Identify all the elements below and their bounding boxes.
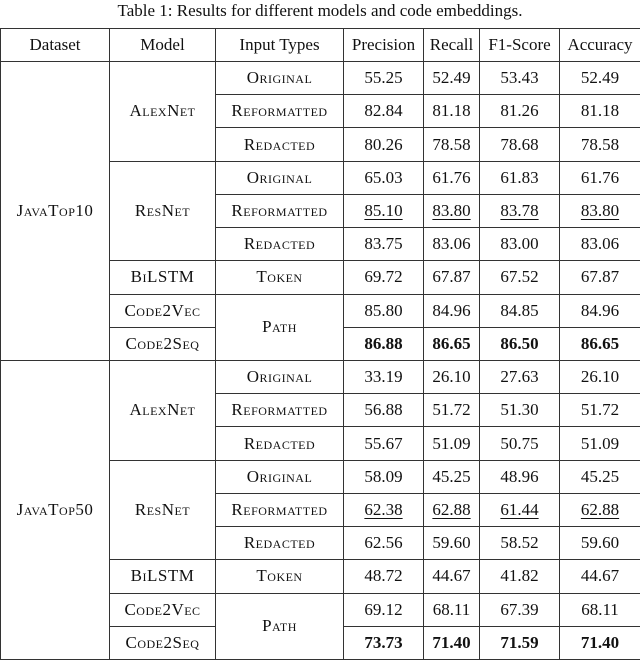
recall-cell [424,62,480,95]
metric-value: 83.06 [432,234,471,254]
metric-value: 62.38 [364,499,403,519]
model-cell: BiLSTM [110,560,216,593]
metric-value: 61.44 [500,499,539,519]
metric-value: 81.18 [432,101,471,121]
metric-value: 52.49 [432,68,471,88]
metric-value: 86.65 [580,333,620,353]
metric-value: 85.80 [364,300,403,320]
metric-value: 55.25 [364,68,403,88]
metric-value: 51.72 [432,400,471,420]
metric-value: 67.87 [432,267,471,287]
metric-value: 59.60 [580,533,620,553]
metric-value: 71.40 [580,632,620,652]
precision-cell [344,327,424,360]
metric-value: 86.88 [364,333,403,353]
accuracy-cell [560,161,640,194]
recall-cell [424,360,480,393]
accuracy-cell [560,95,640,128]
accuracy-cell [560,460,640,493]
metric-value: 45.25 [432,466,471,486]
metric-value: 81.26 [500,101,539,121]
precision-cell [344,95,424,128]
accuracy-cell [560,194,640,227]
metric-value: 58.09 [364,466,403,486]
accuracy-cell [560,560,640,593]
metric-value: 83.80 [580,200,620,220]
input-type-cell: Reformatted [216,95,344,128]
table-body [1,62,640,660]
metric-value: 67.52 [500,267,539,287]
recall-cell [424,394,480,427]
recall-cell [424,95,480,128]
dataset-cell: JavaTop50 [1,360,110,659]
recall-cell [424,460,480,493]
metric-value: 69.72 [364,267,403,287]
f1-score-cell [480,228,560,261]
f1-score-cell [480,161,560,194]
metric-value: 68.11 [581,599,619,619]
header-accuracy: Accuracy [560,29,640,62]
accuracy-cell [560,128,640,161]
model-cell: Code2Vec [110,593,216,626]
metric-value: 65.03 [364,167,403,187]
metric-value: 67.87 [580,267,620,287]
metric-value: 84.96 [580,300,620,320]
metric-value: 51.09 [432,433,471,453]
table-caption: Table 1: Results for different models and code embeddings. [117,1,523,20]
recall-cell [424,128,480,161]
input-type-cell: Redacted [216,228,344,261]
metric-value: 50.75 [500,433,539,453]
precision-cell [344,261,424,294]
metric-value: 62.88 [432,499,471,519]
input-type-cell: Original [216,161,344,194]
input-type-cell: Original [216,360,344,393]
accuracy-cell [560,427,640,460]
precision-cell [344,427,424,460]
recall-cell [424,593,480,626]
metric-value: 81.18 [580,101,620,121]
f1-score-cell [480,128,560,161]
metric-value: 69.12 [364,599,403,619]
precision-cell [344,626,424,659]
metric-value: 83.75 [364,234,403,254]
f1-score-cell [480,427,560,460]
metric-value: 33.19 [364,367,403,387]
precision-cell [344,161,424,194]
f1-score-cell [480,294,560,327]
recall-cell [424,493,480,526]
precision-cell [344,527,424,560]
precision-cell [344,294,424,327]
table-row [1,62,640,95]
metric-value: 83.80 [432,200,471,220]
recall-cell [424,161,480,194]
metric-value: 44.67 [580,566,620,586]
metric-value: 44.67 [432,566,471,586]
metric-value: 83.00 [500,234,539,254]
model-cell: Code2Seq [110,626,216,659]
header-recall: Recall [424,29,480,62]
input-type-cell: Token [216,261,344,294]
f1-score-cell [480,95,560,128]
f1-score-cell [480,527,560,560]
input-type-cell: Redacted [216,527,344,560]
metric-value: 78.68 [500,134,539,154]
recall-cell [424,194,480,227]
metric-value: 62.88 [580,499,620,519]
model-cell: AlexNet [110,62,216,162]
accuracy-cell [560,327,640,360]
metric-value: 68.11 [432,599,471,619]
metric-value: 26.10 [432,367,471,387]
input-type-cell: Path [216,294,344,360]
metric-value: 86.65 [432,333,471,353]
recall-cell [424,626,480,659]
metric-value: 84.96 [432,300,471,320]
recall-cell [424,327,480,360]
input-type-cell: Redacted [216,128,344,161]
input-type-cell: Reformatted [216,194,344,227]
model-cell: BiLSTM [110,261,216,294]
results-table [0,28,640,660]
metric-value: 52.49 [580,68,620,88]
f1-score-cell [480,327,560,360]
recall-cell [424,294,480,327]
metric-value: 67.39 [500,599,539,619]
metric-value: 62.56 [364,533,403,553]
metric-value: 86.50 [500,333,539,353]
table-row [1,360,640,393]
metric-value: 55.67 [364,433,403,453]
recall-cell [424,228,480,261]
metric-value: 82.84 [364,101,403,121]
accuracy-cell [560,593,640,626]
metric-value: 61.76 [432,167,471,187]
metric-value: 59.60 [432,533,471,553]
metric-value: 61.76 [580,167,620,187]
metric-value: 83.06 [580,234,620,254]
metric-value: 51.72 [580,400,620,420]
metric-value: 78.58 [432,134,471,154]
accuracy-cell [560,294,640,327]
model-cell: ResNet [110,460,216,560]
metric-value: 85.10 [364,200,403,220]
input-type-cell: Reformatted [216,493,344,526]
precision-cell [344,62,424,95]
precision-cell [344,194,424,227]
metric-value: 61.83 [500,167,539,187]
metric-value: 73.73 [364,632,403,652]
precision-cell [344,460,424,493]
header-input-types: Input Types [216,29,344,62]
accuracy-cell [560,626,640,659]
recall-cell [424,527,480,560]
precision-cell [344,228,424,261]
accuracy-cell [560,360,640,393]
header-dataset: Dataset [1,29,110,62]
accuracy-cell [560,527,640,560]
accuracy-cell [560,261,640,294]
metric-value: 56.88 [364,400,403,420]
metric-value: 45.25 [580,466,620,486]
metric-value: 71.59 [500,632,539,652]
input-type-cell: Original [216,460,344,493]
metric-value: 78.58 [580,134,620,154]
input-type-cell: Path [216,593,344,660]
f1-score-cell [480,560,560,593]
recall-cell [424,560,480,593]
metric-value: 53.43 [500,68,539,88]
recall-cell [424,261,480,294]
accuracy-cell [560,228,640,261]
metric-value: 71.40 [432,632,471,652]
dataset-cell: JavaTop10 [1,62,110,361]
f1-score-cell [480,62,560,95]
model-cell: ResNet [110,161,216,261]
metric-value: 26.10 [580,367,620,387]
metric-value: 41.82 [500,566,539,586]
metric-value: 84.85 [500,300,539,320]
metric-value: 80.26 [364,134,403,154]
accuracy-cell [560,493,640,526]
precision-cell [344,593,424,626]
f1-score-cell [480,194,560,227]
precision-cell [344,128,424,161]
accuracy-cell [560,62,640,95]
metric-value: 48.96 [500,466,539,486]
metric-value: 83.78 [500,200,539,220]
f1-score-cell [480,261,560,294]
f1-score-cell [480,493,560,526]
model-cell: AlexNet [110,360,216,460]
f1-score-cell [480,394,560,427]
metric-value: 51.09 [580,433,620,453]
header-f1-score: F1-Score [480,29,560,62]
model-cell: Code2Seq [110,327,216,360]
f1-score-cell [480,360,560,393]
metric-value: 48.72 [364,566,403,586]
recall-cell [424,427,480,460]
header-model: Model [110,29,216,62]
input-type-cell: Original [216,62,344,95]
f1-score-cell [480,593,560,626]
precision-cell [344,560,424,593]
header-precision: Precision [344,29,424,62]
metric-value: 51.30 [500,400,539,420]
f1-score-cell [480,626,560,659]
precision-cell [344,360,424,393]
accuracy-cell [560,394,640,427]
f1-score-cell [480,460,560,493]
precision-cell [344,493,424,526]
input-type-cell: Redacted [216,427,344,460]
input-type-cell: Token [216,560,344,593]
precision-cell [344,394,424,427]
model-cell: Code2Vec [110,294,216,327]
header-row [1,29,640,62]
input-type-cell: Reformatted [216,394,344,427]
metric-value: 27.63 [500,367,539,387]
metric-value: 58.52 [500,533,539,553]
